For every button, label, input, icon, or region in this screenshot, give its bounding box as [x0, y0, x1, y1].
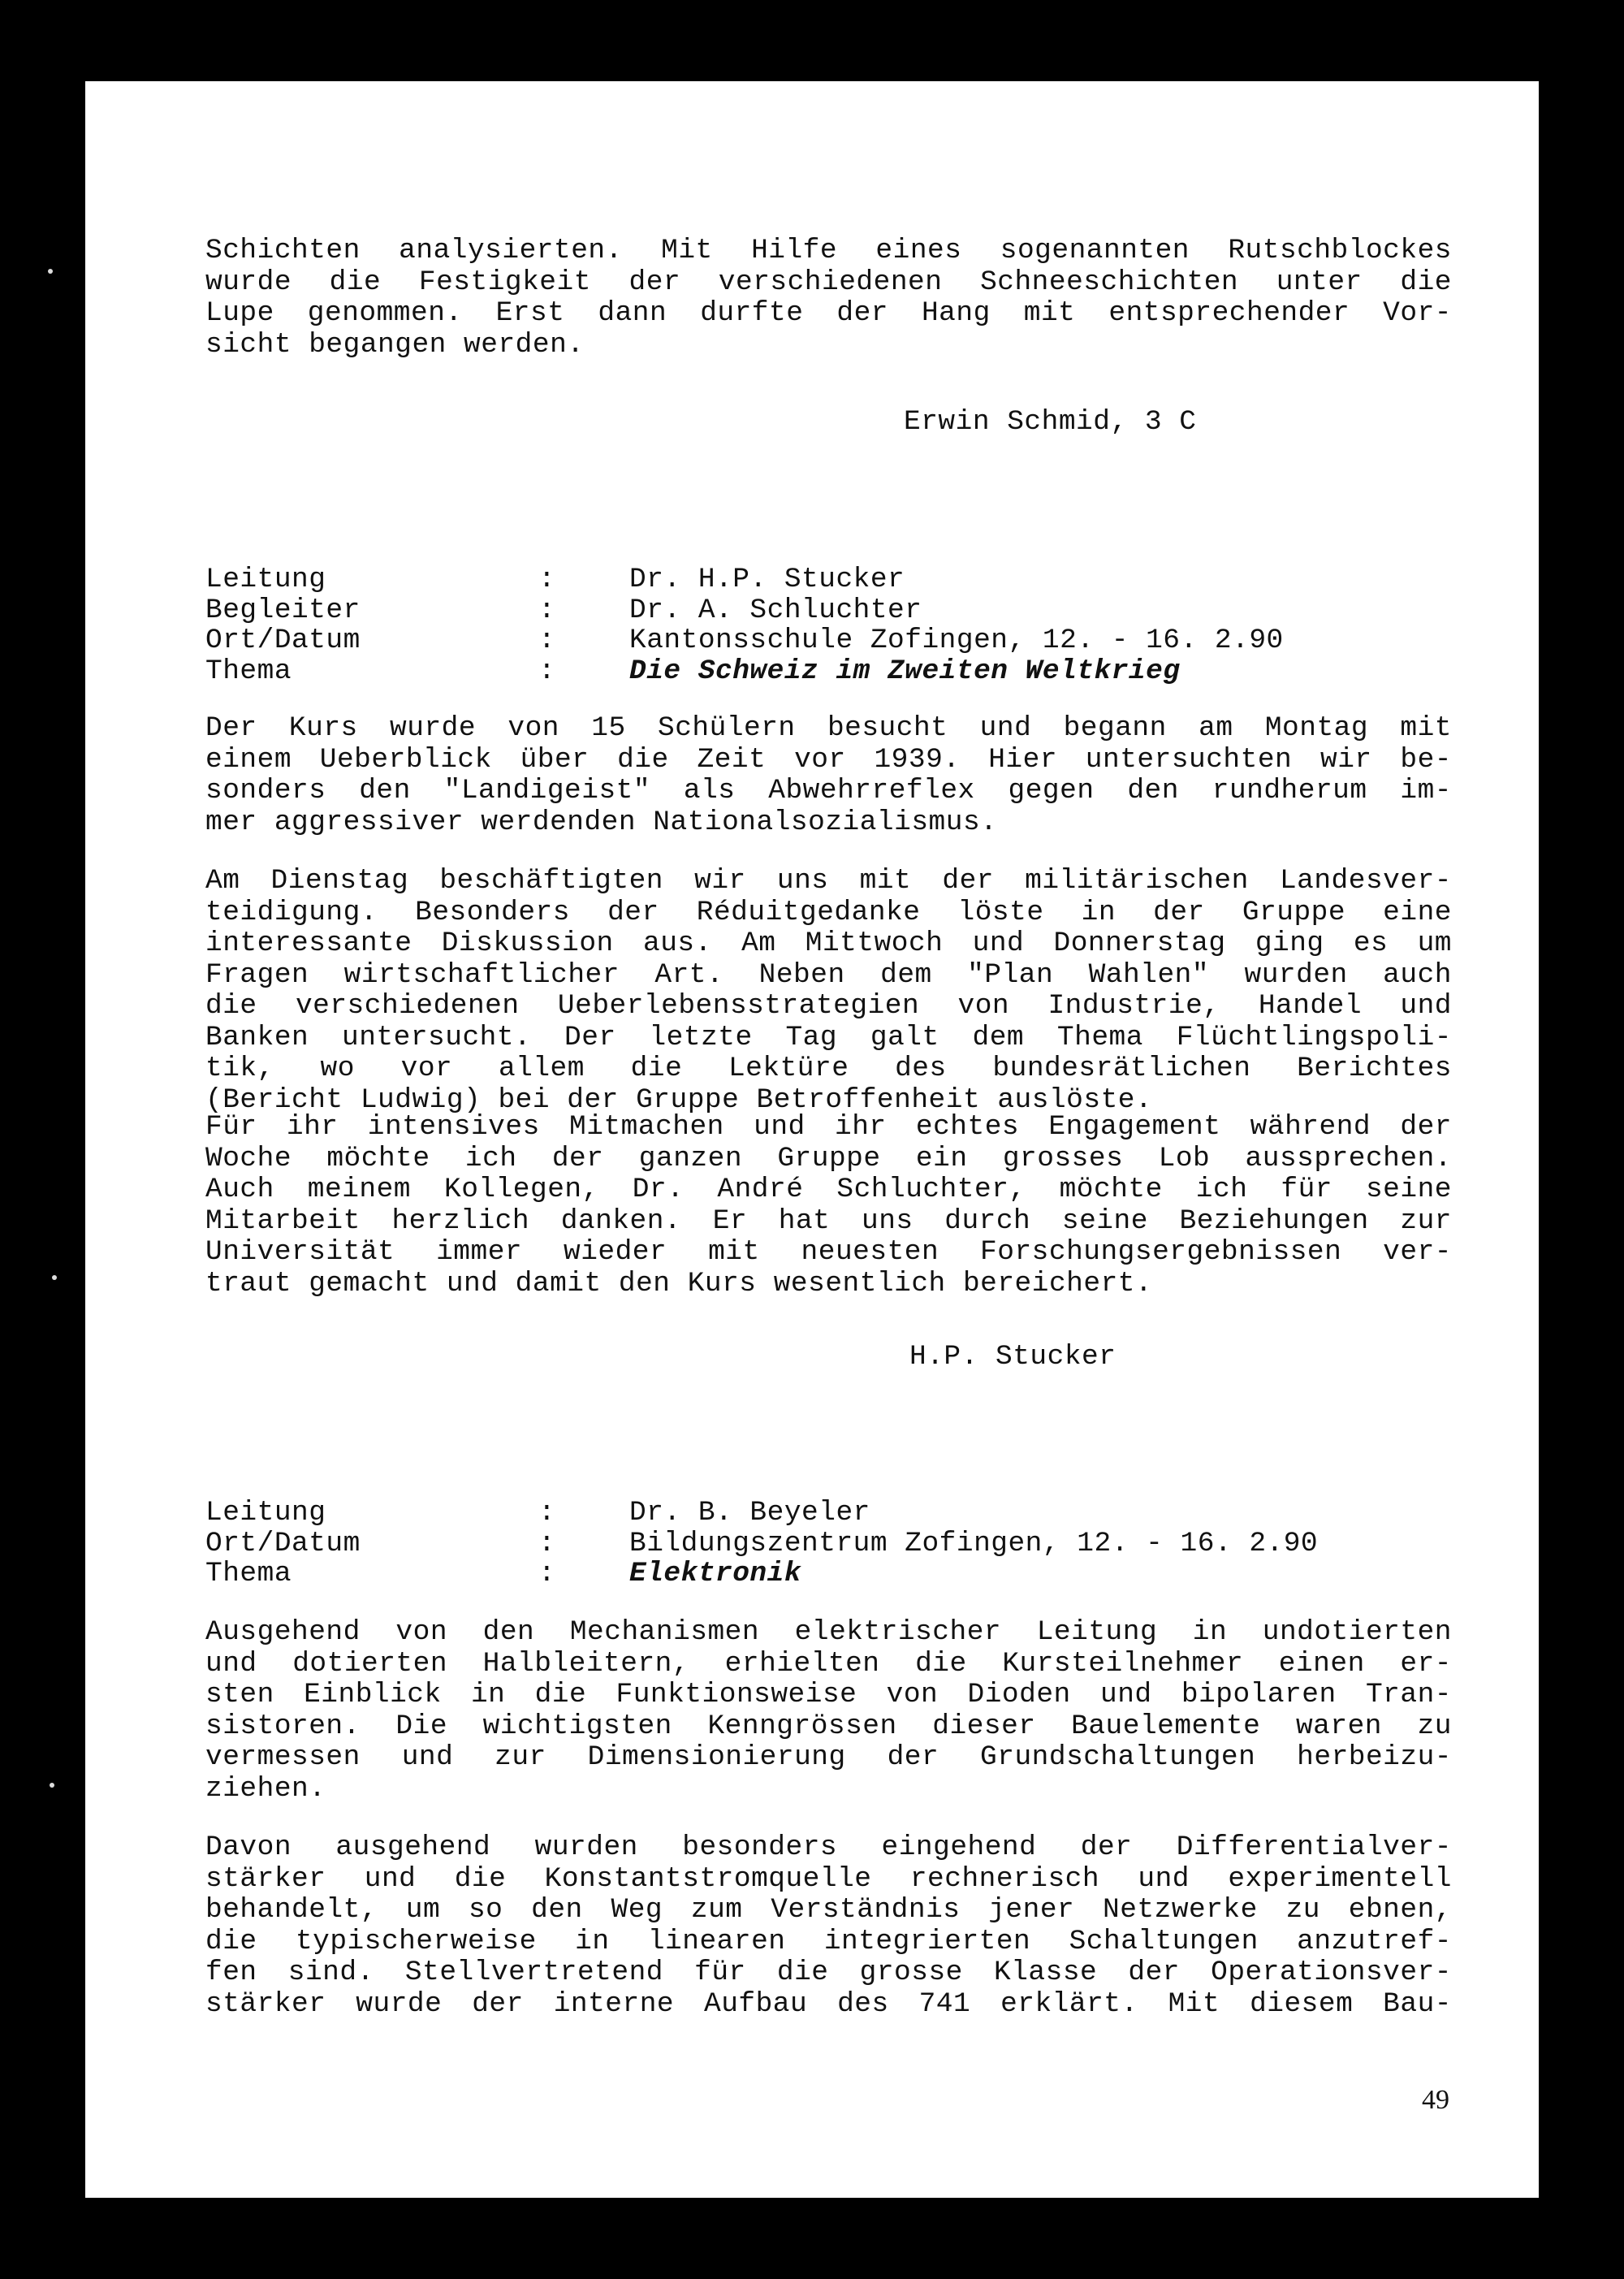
text-line: wurde die Festigkeit der verschiedenen Schneeschichten unter die — [205, 266, 1452, 298]
text-line: mer aggressiver werdenden Nationalsozialismus. — [205, 806, 998, 838]
info-separator: : — [538, 625, 556, 656]
text-line: sten Einblick in die Funktionsweise von Dioden und bipolaren Tran- — [205, 1679, 1452, 1710]
text-line: stärker und die Konstantstromquelle rechnerisch und experimentell — [205, 1862, 1452, 1895]
text-line: sicht begangen werden. — [205, 328, 585, 361]
text-line: vermessen und zur Dimensionierung der Grundschaltungen herbeizu- — [205, 1741, 1452, 1773]
info-separator: : — [538, 1527, 556, 1559]
text-line: teidigung. Besonders der Réduitgedanke löste in der Gruppe eine — [205, 896, 1452, 928]
text-line: Ausgehend von den Mechanismen elektrischer Leitung in undotierten — [205, 1616, 1452, 1648]
text-line: Fragen wirtschaftlicher Art. Neben dem "Plan Wahlen" wurden auch — [205, 958, 1452, 991]
text-line: tik, wo vor allem die Lektüre des bundesrätlichen Berichtes — [205, 1053, 1452, 1084]
intro-paragraph — [205, 236, 1452, 361]
info-separator: : — [538, 564, 556, 595]
text-line: stärker wurde der interne Aufbau des 741 erklärt. Mit diesem Bau- — [205, 1987, 1452, 2020]
page-number: 49 — [1422, 2085, 1449, 2115]
scan-speck — [52, 1275, 57, 1280]
text-line: behandelt, um so den Weg zum Verständnis jener Netzwerke zu ebnen, — [205, 1894, 1452, 1926]
info-label: Leitung — [205, 564, 326, 595]
course1-paragraph-1 — [205, 713, 1452, 838]
text-line: einem Ueberblick über die Zeit vor 1939. Hier untersuchten wir be- — [205, 743, 1452, 776]
signature-hp-stucker: H.P. Stucker — [909, 1341, 1116, 1373]
info-separator: : — [538, 655, 556, 687]
info-separator: : — [538, 1497, 556, 1529]
info-label: Thema — [205, 1558, 292, 1589]
course1-paragraph-3 — [205, 1112, 1452, 1300]
info-separator: : — [538, 594, 556, 626]
document-page — [85, 81, 1539, 2198]
text-line: Am Dienstag beschäftigten wir uns mit der militärischen Landesver- — [205, 865, 1452, 897]
info-label: Leitung — [205, 1497, 326, 1529]
scan-speck — [50, 1783, 54, 1788]
info-label: Ort/Datum — [205, 1527, 361, 1559]
info-separator: : — [538, 1558, 556, 1589]
text-line: traut gemacht und damit den Kurs wesentlich bereichert. — [205, 1267, 1153, 1300]
text-line: interessante Diskussion aus. Am Mittwoch und Donnerstag ging es um — [205, 928, 1452, 959]
text-line: ziehen. — [205, 1772, 326, 1805]
course2-paragraph-2 — [205, 1832, 1452, 2020]
info-value: Dr. B. Beyeler — [629, 1497, 870, 1529]
course-theme-title: Die Schweiz im Zweiten Weltkrieg — [629, 655, 1181, 687]
text-line: Der Kurs wurde von 15 Schülern besucht und begann am Montag mit — [205, 712, 1452, 744]
info-label: Thema — [205, 655, 292, 687]
text-line: (Bericht Ludwig) bei der Gruppe Betroffenheit auslöste. — [205, 1083, 1153, 1116]
course-theme-title: Elektronik — [629, 1558, 802, 1589]
text-line: Mitarbeit herzlich danken. Er hat uns durch seine Beziehungen zur — [205, 1204, 1452, 1237]
text-line: Davon ausgehend wurden besonders eingehend der Differentialver- — [205, 1831, 1452, 1863]
text-line: sistoren. Die wichtigsten Kenngrössen dieser Bauelemente waren zu — [205, 1710, 1452, 1742]
info-value: Dr. H.P. Stucker — [629, 564, 905, 595]
text-line: fen sind. Stellvertretend für die grosse Klasse der Operationsver- — [205, 1957, 1452, 1988]
text-line: Universität immer wieder mit neuesten Forschungsergebnissen ver- — [205, 1236, 1452, 1268]
signature-erwin-schmid: Erwin Schmid, 3 C — [904, 406, 1197, 438]
info-value: Bildungszentrum Zofingen, 12. - 16. 2.90 — [629, 1527, 1319, 1559]
info-label: Begleiter — [205, 594, 361, 626]
text-line: die typischerweise in linearen integrierten Schaltungen anzutref- — [205, 1925, 1452, 1957]
text-line: Lupe genommen. Erst dann durfte der Hang mit entsprechender Vor- — [205, 297, 1452, 329]
text-line: die verschiedenen Ueberlebensstrategien von Industrie, Handel und — [205, 990, 1452, 1022]
text-line: Banken untersucht. Der letzte Tag galt dem Thema Flüchtlingspoli- — [205, 1021, 1452, 1053]
text-line: Auch meinem Kollegen, Dr. André Schluchter, möchte ich für seine — [205, 1174, 1452, 1205]
info-label: Ort/Datum — [205, 625, 361, 656]
course2-paragraph-1 — [205, 1617, 1452, 1805]
text-line: Woche möchte ich der ganzen Gruppe ein grosses Lob aussprechen. — [205, 1142, 1452, 1174]
info-value: Dr. A. Schluchter — [629, 594, 922, 626]
text-line: sonders den "Landigeist" als Abwehrreflex gegen den rundherum im- — [205, 775, 1452, 807]
course1-paragraph-2 — [205, 866, 1452, 1116]
text-line: Für ihr intensives Mitmachen und ihr echtes Engagement während der — [205, 1111, 1452, 1143]
info-value: Kantonsschule Zofingen, 12. - 16. 2.90 — [629, 625, 1284, 656]
scan-speck — [48, 269, 53, 274]
text-line: Schichten analysierten. Mit Hilfe eines sogenannten Rutschblockes — [205, 235, 1452, 266]
text-line: und dotierten Halbleitern, erhielten die Kursteilnehmer einen er- — [205, 1647, 1452, 1680]
